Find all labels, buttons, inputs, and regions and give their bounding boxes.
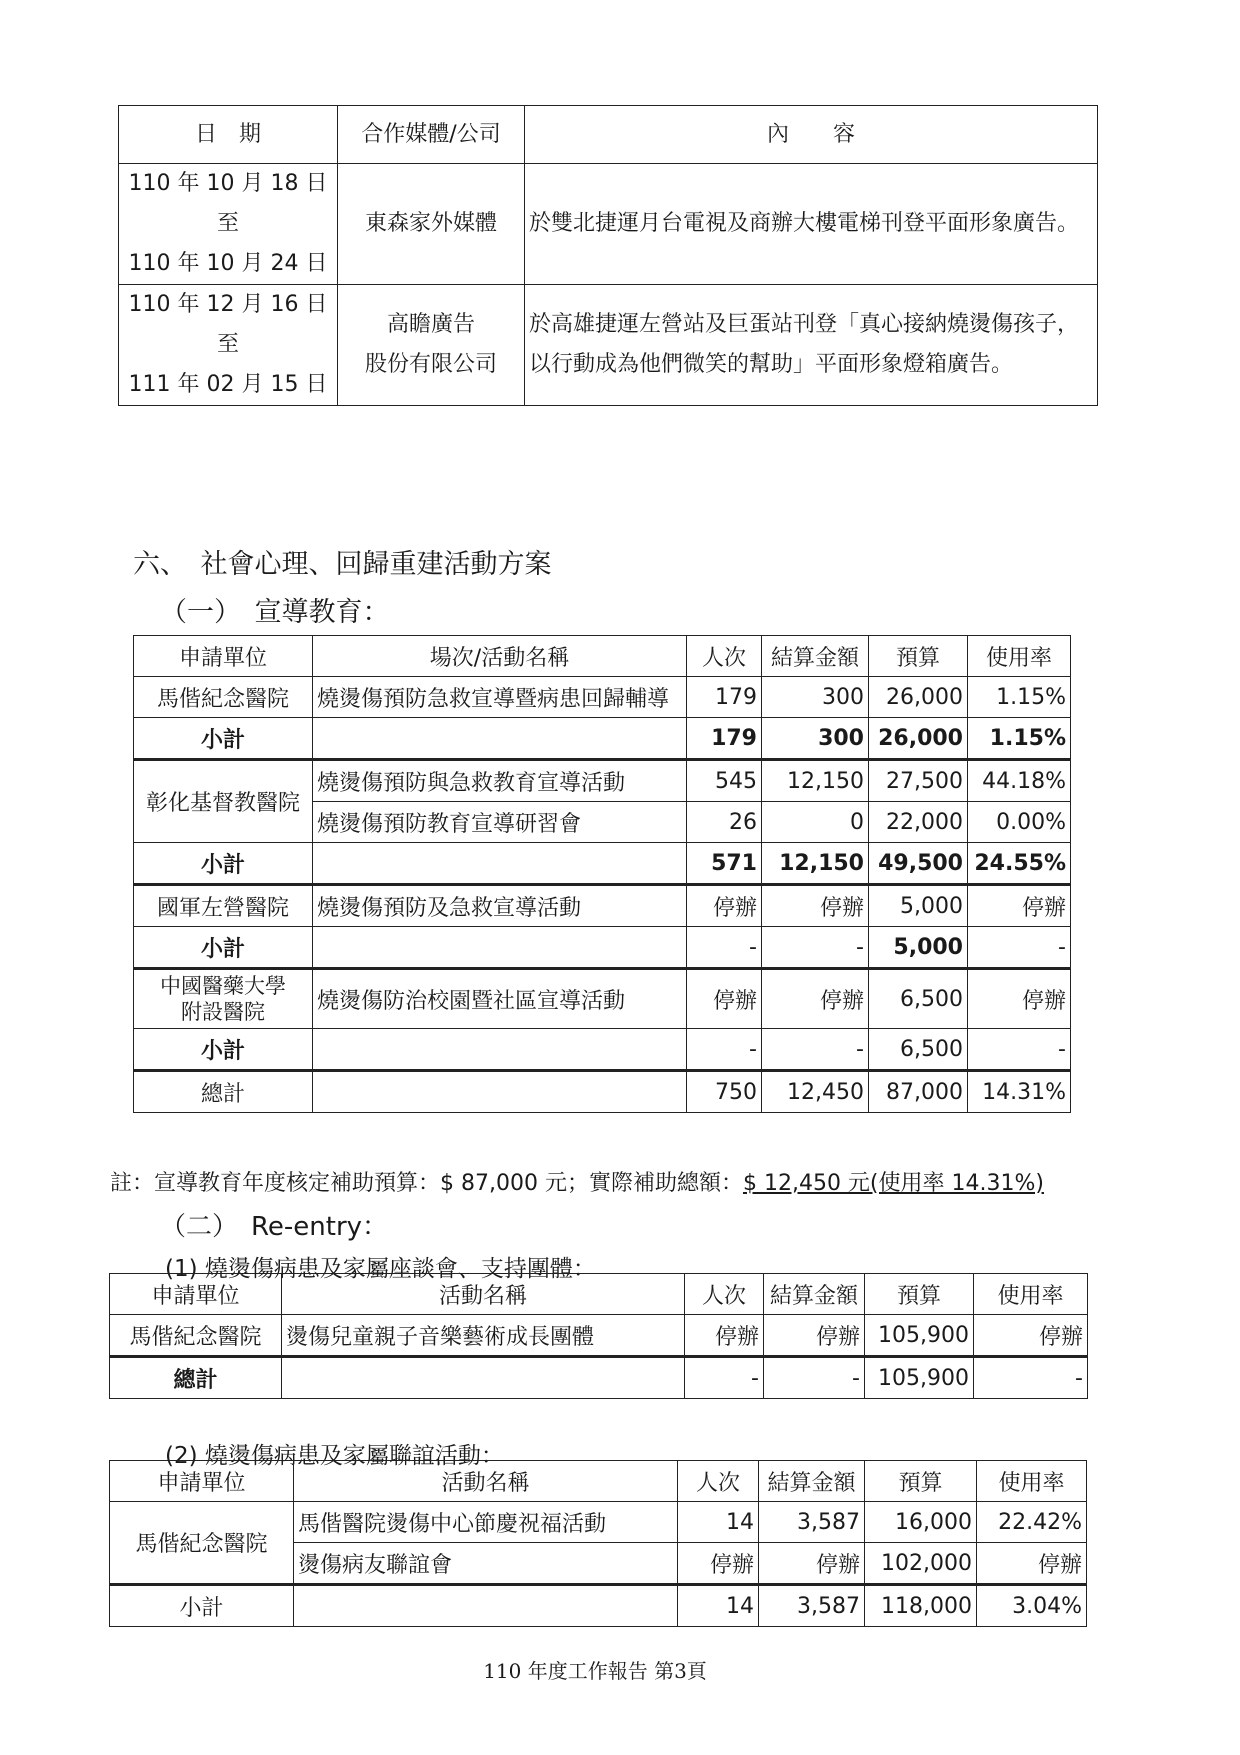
budget-cell: 49,500 — [869, 843, 968, 885]
note-prefix: 註：宣導教育年度核定補助預算：$ 87,000 元；實際補助總額： — [110, 1171, 743, 1196]
date-from: 110 年 10 月 18 日 — [128, 171, 328, 196]
settled-cell: 3,587 — [759, 1502, 865, 1543]
activity-cell: 燒燙傷防治校園暨社區宣導活動 — [313, 969, 687, 1029]
count-cell: 14 — [678, 1502, 759, 1543]
unit-cell: 馬偕紀念醫院 — [110, 1502, 294, 1585]
activity-cell: 馬偕醫院燙傷中心節慶祝福活動 — [294, 1502, 678, 1543]
table-row — [110, 1315, 1088, 1357]
table-header-row — [110, 1461, 1087, 1502]
budget-cell: 5,000 — [869, 927, 968, 969]
budget-cell: 26,000 — [869, 718, 968, 760]
unit-line2: 附設醫院 — [181, 1000, 265, 1024]
count-cell: 14 — [678, 1585, 759, 1627]
rate-cell: 24.55% — [968, 843, 1071, 885]
table-row — [134, 969, 1071, 1029]
header-rate: 使用率 — [977, 1461, 1087, 1502]
header-settled: 結算金額 — [759, 1461, 865, 1502]
page-footer: 110 年度工作報告 第3頁 — [483, 1659, 707, 1683]
header-settled: 結算金額 — [764, 1274, 865, 1315]
unit-cell: 小計 — [134, 843, 313, 885]
date-to: 110 年 10 月 24 日 — [128, 251, 328, 276]
activity-cell: 燒燙傷預防及急救宣導活動 — [313, 885, 687, 927]
budget-cell: 22,000 — [869, 802, 968, 843]
header-rate: 使用率 — [968, 636, 1071, 677]
subsection-item-title: (1) 燒燙傷病患及家屬座談會、支持團體： — [165, 1256, 596, 1282]
header-settled: 結算金額 — [762, 636, 869, 677]
content-line1: 於高雄捷運左營站及巨蛋站刊登「真心接納燒燙傷孩子， — [529, 312, 1080, 337]
company-line1: 高瞻廣告 — [386, 312, 475, 337]
budget-cell: 105,900 — [865, 1315, 974, 1357]
company-cell: 東森家外媒體 — [338, 164, 525, 285]
rate-cell: - — [974, 1357, 1088, 1399]
company-cell — [338, 285, 525, 406]
content-cell — [525, 285, 1098, 406]
date-to: 111 年 02 月 15 日 — [128, 372, 328, 397]
company-line2: 股份有限公司 — [364, 352, 497, 377]
unit-cell: 馬偕紀念醫院 — [134, 677, 313, 718]
activity-cell — [313, 718, 687, 760]
rate-cell: 1.15% — [968, 718, 1071, 760]
header-count: 人次 — [685, 1274, 764, 1315]
settled-cell: - — [764, 1357, 865, 1399]
unit-cell: 彰化基督教醫院 — [134, 760, 313, 843]
unit-line1: 中國醫藥大學 — [160, 974, 286, 998]
budget-cell: 6,500 — [869, 1029, 968, 1071]
header-activity: 場次/活動名稱 — [313, 636, 687, 677]
unit-cell: 國軍左營醫院 — [134, 885, 313, 927]
subtotal-row — [134, 843, 1071, 885]
settled-cell: 停辦 — [759, 1543, 865, 1585]
subsection-title: （二） Re-entry： — [160, 1212, 389, 1242]
rate-cell: 停辦 — [977, 1543, 1087, 1585]
budget-cell: 26,000 — [869, 677, 968, 718]
rate-cell: 44.18% — [968, 760, 1071, 802]
rate-cell: 停辦 — [974, 1315, 1088, 1357]
rate-cell: 停辦 — [968, 969, 1071, 1029]
count-cell: 571 — [687, 843, 762, 885]
settled-cell: 3,587 — [759, 1585, 865, 1627]
subtotal-row — [134, 927, 1071, 969]
budget-cell: 16,000 — [865, 1502, 977, 1543]
settled-cell: - — [762, 927, 869, 969]
header-content: 內 容 — [525, 106, 1098, 164]
support-group-table — [109, 1273, 1088, 1399]
section-title: 六、 社會心理、回歸重建活動方案 — [133, 549, 552, 580]
settled-cell: 0 — [762, 802, 869, 843]
subsection-title: （一） 宣導教育： — [160, 597, 390, 628]
subtotal-row — [134, 718, 1071, 760]
header-budget: 預算 — [869, 636, 968, 677]
header-unit: 申請單位 — [134, 636, 313, 677]
date-to-word: 至 — [216, 332, 239, 357]
rate-cell: 0.00% — [968, 802, 1071, 843]
count-cell: 停辦 — [687, 885, 762, 927]
count-cell: 26 — [687, 802, 762, 843]
header-company: 合作媒體/公司 — [338, 106, 525, 164]
unit-cell — [134, 969, 313, 1029]
date-to-word: 至 — [216, 211, 239, 236]
total-row — [110, 1357, 1088, 1399]
header-unit: 申請單位 — [110, 1461, 294, 1502]
table-header-row — [134, 636, 1071, 677]
subtotal-row — [110, 1585, 1087, 1627]
settled-cell: - — [762, 1029, 869, 1071]
header-date: 日 期 — [119, 106, 338, 164]
activity-cell — [313, 843, 687, 885]
settled-cell: 300 — [762, 677, 869, 718]
budget-cell: 102,000 — [865, 1543, 977, 1585]
unit-cell: 總計 — [110, 1357, 282, 1399]
header-unit: 申請單位 — [110, 1274, 282, 1315]
total-row — [134, 1071, 1071, 1113]
rate-cell: 停辦 — [968, 885, 1071, 927]
count-cell: 停辦 — [678, 1543, 759, 1585]
table-header-row — [119, 106, 1098, 164]
table-header-row — [110, 1274, 1088, 1315]
header-activity: 活動名稱 — [282, 1274, 685, 1315]
header-rate: 使用率 — [974, 1274, 1088, 1315]
activity-cell: 燙傷病友聯誼會 — [294, 1543, 678, 1585]
count-cell: 停辦 — [685, 1315, 764, 1357]
rate-cell: 1.15% — [968, 677, 1071, 718]
budget-cell: 118,000 — [865, 1585, 977, 1627]
table-row — [110, 1502, 1087, 1543]
budget-cell: 6,500 — [869, 969, 968, 1029]
budget-cell: 5,000 — [869, 885, 968, 927]
table-row — [134, 885, 1071, 927]
budget-note — [110, 1166, 1044, 1197]
settled-cell: 300 — [762, 718, 869, 760]
media-table — [118, 105, 1098, 406]
unit-cell: 小計 — [134, 1029, 313, 1071]
unit-cell: 小計 — [134, 718, 313, 760]
header-activity: 活動名稱 — [294, 1461, 678, 1502]
count-cell: - — [687, 1029, 762, 1071]
note-underlined: $ 12,450 元(使用率 14.31%) — [742, 1171, 1044, 1196]
education-table — [133, 635, 1071, 1113]
date-cell — [119, 285, 338, 406]
rate-cell: - — [968, 927, 1071, 969]
gathering-table — [109, 1460, 1087, 1627]
header-count: 人次 — [687, 636, 762, 677]
activity-cell: 燙傷兒童親子音樂藝術成長團體 — [282, 1315, 685, 1357]
count-cell: 179 — [687, 718, 762, 760]
activity-cell: 燒燙傷預防急救宣導暨病患回歸輔導 — [313, 677, 687, 718]
unit-cell: 小計 — [110, 1585, 294, 1627]
content-line2: 以行動成為他們微笑的幫助」平面形象燈箱廣告。 — [529, 352, 1014, 377]
settled-cell: 停辦 — [762, 969, 869, 1029]
table-row — [134, 760, 1071, 802]
rate-cell: - — [968, 1029, 1071, 1071]
budget-cell: 87,000 — [869, 1071, 968, 1113]
count-cell: 停辦 — [687, 969, 762, 1029]
activity-cell — [313, 1071, 687, 1113]
count-cell: - — [687, 927, 762, 969]
settled-cell: 停辦 — [764, 1315, 865, 1357]
subtotal-row — [134, 1029, 1071, 1071]
activity-cell — [282, 1357, 685, 1399]
settled-cell: 12,150 — [762, 843, 869, 885]
count-cell: 179 — [687, 677, 762, 718]
header-budget: 預算 — [865, 1274, 974, 1315]
table-row — [119, 285, 1098, 406]
budget-cell: 27,500 — [869, 760, 968, 802]
unit-cell: 馬偕紀念醫院 — [110, 1315, 282, 1357]
table-row — [119, 164, 1098, 285]
activity-cell: 燒燙傷預防與急救教育宣導活動 — [313, 760, 687, 802]
date-from: 110 年 12 月 16 日 — [128, 292, 328, 317]
table-row — [134, 677, 1071, 718]
rate-cell: 14.31% — [968, 1071, 1071, 1113]
settled-cell: 停辦 — [762, 885, 869, 927]
activity-cell — [294, 1585, 678, 1627]
date-cell — [119, 164, 338, 285]
count-cell: - — [685, 1357, 764, 1399]
activity-cell: 燒燙傷預防教育宣導研習會 — [313, 802, 687, 843]
settled-cell: 12,450 — [762, 1071, 869, 1113]
unit-cell: 小計 — [134, 927, 313, 969]
rate-cell: 3.04% — [977, 1585, 1087, 1627]
budget-cell: 105,900 — [865, 1357, 974, 1399]
header-budget: 預算 — [865, 1461, 977, 1502]
count-cell: 750 — [687, 1071, 762, 1113]
unit-cell: 總計 — [134, 1071, 313, 1113]
subsection-item-title: (2) 燒燙傷病患及家屬聯誼活動： — [165, 1443, 504, 1469]
rate-cell: 22.42% — [977, 1502, 1087, 1543]
activity-cell — [313, 1029, 687, 1071]
header-count: 人次 — [678, 1461, 759, 1502]
settled-cell: 12,150 — [762, 760, 869, 802]
activity-cell — [313, 927, 687, 969]
content-cell: 於雙北捷運月台電視及商辦大樓電梯刊登平面形象廣告。 — [525, 164, 1098, 285]
count-cell: 545 — [687, 760, 762, 802]
